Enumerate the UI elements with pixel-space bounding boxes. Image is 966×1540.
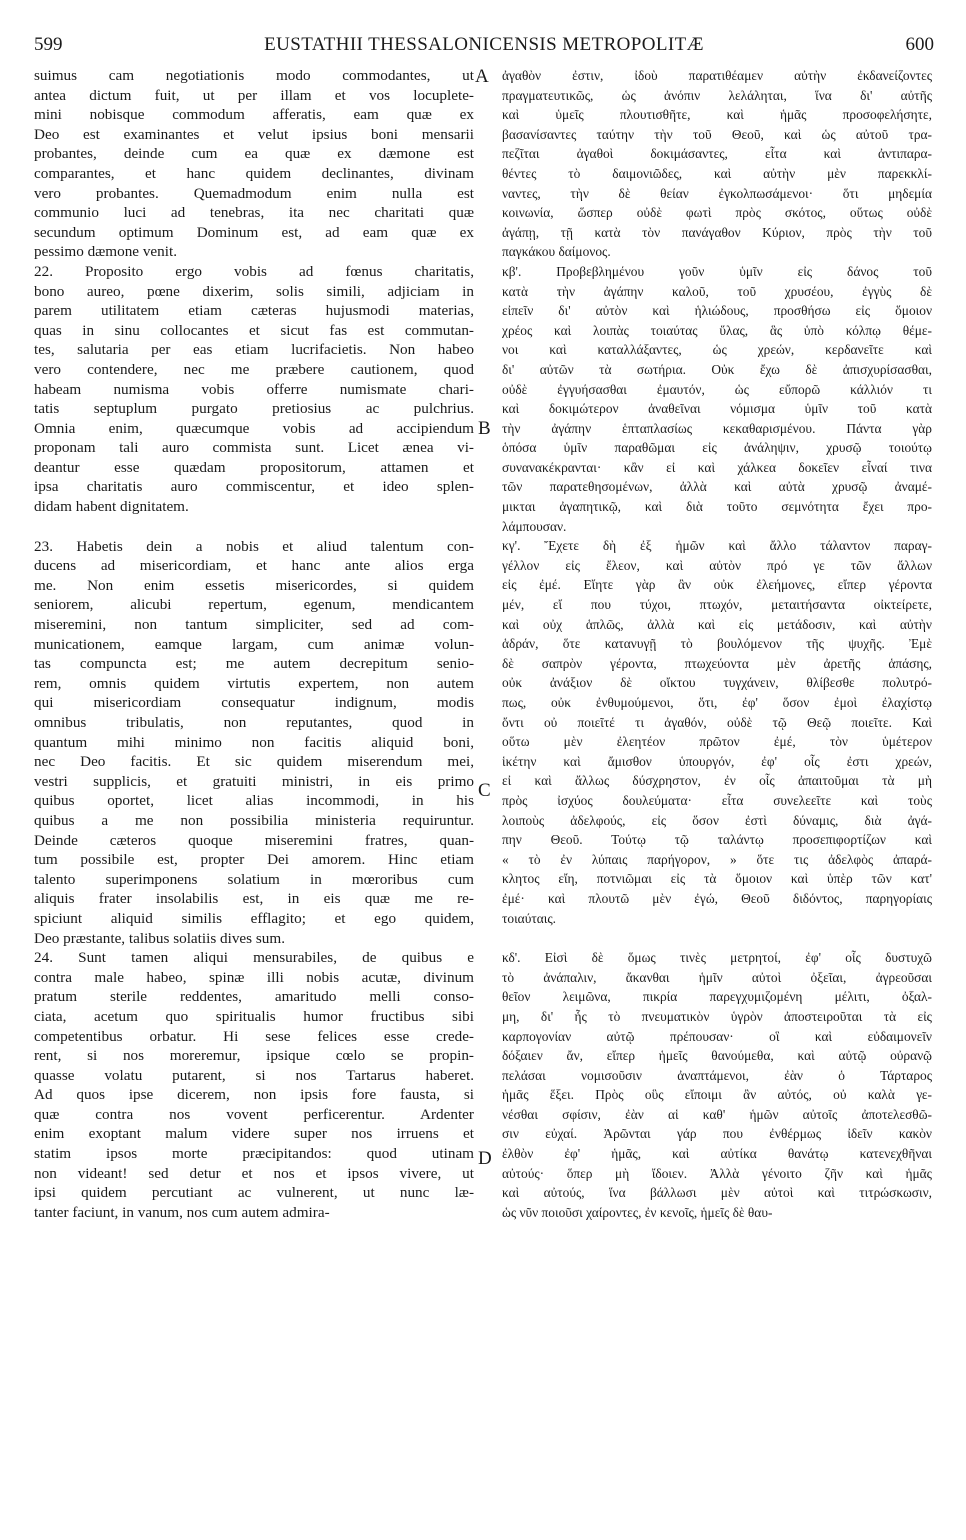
- text-line: proponam tali auro commista sunt. Licet ænea vi-: [34, 439, 474, 457]
- text-line: τὸ ἀνάπαλιν, ἄκανθαι ἡμῖν αὐτοὶ ὀξεῖαι, ἀγρεοῦσαι: [502, 969, 932, 985]
- text-line: misereminі, non tantum simpliciter, sed ad com-: [34, 616, 474, 634]
- text-line: ἐμέ· καὶ πλουτῶ μὲν ἐγώ, Θεοῦ διδόντος, παρηγορίαις: [502, 890, 932, 906]
- text-line: νέσθαι σφίσιν, ἐὰν αἱ καθ' ἡμῶν αὐτοῖς ἀποτελεσθῶ-: [502, 1106, 932, 1122]
- text-line: Deo est examinantes et velut ipsius boni mensarii: [34, 125, 474, 143]
- text-line: εἰς ἐμέ. Εἴητε γὰρ ἂν οὐκ ἐλεήμονες, εἴπερ γέροντα: [502, 577, 932, 593]
- text-line: αὐτούς· ὅπερ μὴ ἴδοιεν. Ἀλλὰ γένοιτο ζῆν καὶ ἡμᾶς: [502, 1165, 932, 1181]
- paragraph-gap: [34, 517, 474, 537]
- text-line: καρπογονίαν αὐτῷ πρέπουσαν· οἳ καὶ εὐδαιμονεῖν: [502, 1028, 932, 1044]
- text-line: competentibus orbatur. Hi sese felices esse crede-: [34, 1027, 474, 1045]
- text-line: ὄντι οὐ ποιεῖτέ τι ἀγαθόν, οὐδὲ τῷ Θεῷ ποιεῖτε. Καὶ: [502, 714, 932, 730]
- page-header: [34, 34, 934, 58]
- text-line: παγκάκου δαίμονος.: [502, 244, 611, 260]
- text-line: talento superimponens solatium in mœroribus cum: [34, 870, 474, 888]
- text-line: συνανακέκρανται· κἂν εἰ καὶ χάλκεα δοκεῖεν εἶναί τινα: [502, 459, 932, 475]
- text-line: quasse volatu putarent, si nos Tartarus haberet.: [34, 1066, 474, 1084]
- text-line: « τὸ ἐν λύπαις παρήγορον, » ὅτε τις ἀδελφὸς ἀπαρά-: [502, 851, 932, 867]
- text-line: βασανίσαντες ταύτην τὴν τοῦ Θεοῦ, καὶ ὡς αὐτοῦ τρα-: [502, 126, 932, 142]
- text-line: tatis septuplum purgato pretiosius ac pulchrius.: [34, 400, 474, 418]
- text-line: τοιαύταις.: [502, 910, 556, 926]
- text-line: bono aureo, pœne dixerim, solis simili, adjiciam in: [34, 282, 474, 300]
- text-line: deantur esse quædam propositorum, attamen et: [34, 458, 474, 476]
- text-line: καὶ ὑμεῖς πλουτισθῆτε, καὶ ἡμᾶς προσοφελήσητε,: [502, 107, 932, 123]
- text-line: οὐκ ἀνάξιον δὲ οἴκτου τυγχάνειν, θλίβεσθε πολυτρό-: [502, 675, 932, 691]
- text-line: quæ contra nos vovent perficerentur. Ardenter: [34, 1105, 474, 1123]
- text-line: θεῖον λειμῶνα, πικρία παρεγχυμιζομένη μέλιτι, ὀξαλ-: [502, 989, 932, 1005]
- text-line: seniorem, alicubi repertum, egenum, mendicantem: [34, 596, 474, 614]
- text-line: nec Deo facitis. Et sic quidem miserendum mei,: [34, 753, 474, 771]
- text-line: λάμπουσαν.: [502, 518, 567, 534]
- text-line: κλητος εἴη, ποτνιῶμαι εἰς τὰ ὅμοιον καὶ ὑπὲρ τῶν κατ': [502, 871, 932, 887]
- text-line: ἱκέτην καὶ ἄμισθον ὑπουργόν, ἐφ' οἷς ἐστι χρεών,: [502, 753, 932, 769]
- text-line: quas in sinu collocantes et sicut fas est commutan-: [34, 321, 474, 339]
- text-line: municationem, eamque largam, cum animæ volun-: [34, 635, 474, 653]
- text-line: statim ipsos morte præcipitandos: quod utinam: [34, 1145, 474, 1163]
- margin-marker-d: D: [478, 1148, 492, 1169]
- text-line: πρὸς ἰσχύος δουλεύματα· εἶτα συνελεεῖτε καὶ τοὺς: [502, 792, 932, 808]
- text-line: non videant! sed detur et nos et ipsos vivere, ut: [34, 1164, 474, 1182]
- latin-column: [34, 66, 474, 1222]
- text-line: Deo præstante, talibus solatiis dives sum.: [34, 929, 285, 947]
- text-line: εἰπεῖν δι' αὐτὸν καὶ ἡλιώδους, προσθήσω εἰς ὅμοιον: [502, 303, 932, 319]
- text-line: didam habent dignitatem.: [34, 498, 189, 516]
- text-line: Ad quos ipse dicerem, non ipsis fore fausta, si: [34, 1086, 474, 1104]
- text-line: ἐλθὸν ἐφ' ἡμᾶς, καὶ αὐτίκα θανάτῳ κατενεχθῆναι: [502, 1146, 932, 1162]
- text-line: δι' αὐτῶν τὰ σωτήρια. Οὐκ ἔχω δὲ ἀπισχυρίσασθαι,: [502, 361, 932, 377]
- text-line: probantes, deinde cum ea quæ ex dæmone est: [34, 145, 474, 163]
- text-line: vero contendere, nec me præbere cautionem, quod: [34, 360, 474, 378]
- text-line: δὲ σαπρὸν γέροντα, πτωχεύοντα μὲν ἀρετῆς ἁπάσης,: [502, 655, 932, 671]
- text-line: qui misericordiam consequatur indignum, modis: [34, 694, 474, 712]
- margin-marker-b: B: [478, 418, 491, 439]
- text-line: omnibus tribulatis, non reputantes, quod in: [34, 714, 474, 731]
- text-line: ducens ad misericordiam, et hanc ante alios erga: [34, 557, 474, 575]
- text-line: τὴν ἀγάπην ἑπταπλασίως κεκαθαρισμένου. Πάντα γὰρ: [502, 420, 932, 436]
- text-line: νοι καὶ καταλλάξαντες, ὡς χρεών, κερδανεῖτε καὶ: [502, 342, 932, 358]
- text-line: suimus cam negotiationis modo commodantes, ut: [34, 67, 474, 84]
- text-line: οὕτω μὲν ἐλεητέον πρῶτον ἐμέ, τὸν ὑμέτερον: [502, 734, 932, 750]
- text-line: ipsi quidem percutiant ac vulnerent, ut nunc læ-: [34, 1184, 474, 1202]
- text-line: ciata, acetum quo spiritualis humor fructibus sibi: [34, 1007, 474, 1025]
- text-line: 22. Proposito ergo vobis ad fœnus charitatis,: [34, 262, 474, 280]
- text-line: quantum mihi minimo non facitis aliquid boni,: [34, 733, 474, 751]
- text-line: tas compuncta est; me autem decrepitum senio-: [34, 655, 474, 673]
- text-line: χρέος καὶ λοιπὰς τοιαύτας ὕλας, ἃς ὑπὸ κόλπῳ θέμε-: [502, 322, 932, 338]
- text-line: ἀγάπῃ, τῇ κατὰ τὸν πανάγαθον Κύριον, πρὸς τὴν τοῦ: [502, 224, 932, 240]
- text-line: κγ'. Ἔχετε δὴ ἐξ ἡμῶν καὶ ἄλλο τάλαντον παραγ-: [502, 538, 932, 554]
- text-line: rent, si nos moreremur, ipsique cœlo se propin-: [34, 1047, 474, 1065]
- text-line: ὁπόσα ὑμῖν παραθῶμαι εἰς ἀνάληψιν, χρυσῷ τοιούτῳ: [502, 440, 932, 456]
- text-line: γέλλον εἰς ἔλεον, καὶ αὐτὸν πρό γε τῶν ἄλλων: [502, 557, 932, 573]
- text-line: tes, salutaria per eas etiam lucrifacietis. Non habeo: [34, 341, 474, 359]
- text-line: enim exoptant malum videre super nos irruens et: [34, 1125, 474, 1143]
- text-line: ναντες, τὴν δὲ θείαν ἐγκολπωσάμενοι· ὅτι μηδεμία: [502, 185, 932, 201]
- text-line: tum possibile est, propter Dei amorem. Hinc etiam: [34, 851, 474, 869]
- text-line: comparantes, et hanc quidem declinantes, divinam: [34, 164, 474, 182]
- text-line: antea dictum fuit, ut per illam et vos locuplete-: [34, 86, 474, 104]
- text-line: λοιποὺς ἀδελφούς, εἰς ὅσον ἐστὶ δύναμις, διὰ ἀγά-: [502, 812, 932, 828]
- text-line: quibus a me non possibilia ministeria requiruntur.: [34, 811, 474, 829]
- text-line: parem utilitatem etiam cæteras hujusmodi materias,: [34, 302, 474, 320]
- text-line: σιν εὐχαί. Ἀρῶνται γάρ που ἐνθέρμως ἰδεῖν κακὸν: [502, 1126, 932, 1142]
- text-line: πην Θεοῦ. Τούτῳ τῷ ταλάντῳ προσεπιφορτίζων καὶ: [502, 832, 932, 848]
- margin-marker-c: C: [478, 780, 491, 801]
- text-line: rem, omnis quidem virtutis expertem, non autem: [34, 674, 474, 692]
- text-line: ἡμᾶς ἕξει. Πρὸς οὓς εἴποιμι ἂν αὐτός, οὐ καλὰ γε-: [502, 1087, 932, 1103]
- text-line: ὡς νῦν ποιοῦσι χαίροντες, ἐν κενοῖς, ἡμεῖς δὲ θαυ-: [502, 1204, 773, 1220]
- paragraph-gap: [502, 928, 932, 948]
- text-line: contra male habeo, spinæ illi nobis acutæ, divinum: [34, 968, 474, 986]
- text-line: θέντες τὸ δαιμονιῶδες, καὶ αὐτὴν μὲν παρεκκλί-: [502, 165, 932, 181]
- text-line: aliquis frater insolabilis est, in eis quæ me re-: [34, 890, 474, 908]
- text-line: τῶν παρατεθησομένων, ἀλλὰ καὶ αὐτὰ χρυσῷ ἀναμέ-: [502, 479, 932, 495]
- text-line: μη, δι' ἧς τὸ πνευματικὸν ὑγρὸν ἀποστειροῦται τὰ εἰς: [502, 1008, 932, 1024]
- text-line: πως, οὐκ ἐνθυμούμενοι, ὅτι, ἐφ' ὅσον ἐμοὶ ἐλαχίστῳ: [502, 695, 932, 710]
- text-line: κατὰ τὴν ἀγάπην καλοῦ, τοῦ χρυσέου, ἐγγὺς δὲ: [502, 283, 932, 299]
- text-line: me. Non enim essetis misericordes, si quidem: [34, 576, 474, 594]
- text-line: Omnia enim, quæcumque vobis ad accipiendum: [34, 419, 474, 437]
- text-line: mini nobisque commodum afferatis, eam quæ ex: [34, 106, 474, 124]
- text-line: Deinde cæteros quoque misereminі fratres, quan-: [34, 831, 474, 849]
- text-line: καὶ δοκιμώτερον ἀναθεῖναι νόμισμα ὑμῖν τοῦ κατὰ: [502, 401, 932, 417]
- greek-column: [502, 66, 932, 1222]
- text-line: habeam numisma vobis offerre numismate chari-: [34, 380, 474, 398]
- text-line: spiciunt aliquid similis efflagito; et ego quidem,: [34, 909, 474, 927]
- text-line: πραγματευτικῶς, ὡς ἀνόπιν λελάληται, ἵνα δι' αὐτῆς: [502, 87, 932, 103]
- text-line: μέν, εἴ που τύχοι, πτωχόν, μεταιτήσαντα οἰκτείρετε,: [502, 597, 932, 613]
- text-line: δόξαιεν ἄν, εἴπερ ἡμεῖς θανούμεθα, καὶ αὐτῷ οὐρανῷ: [502, 1048, 932, 1064]
- text-line: 23. Habetis dein a nobis et aliud talentum con-: [34, 537, 474, 555]
- text-line: κδ'. Εἰσὶ δὲ ὅμως τινὲς μετρητοί, ἐφ' οἷς δυστυχῶ: [502, 950, 932, 966]
- margin-marker-a: A: [475, 66, 489, 87]
- text-line: πεζῖται ἀγαθοὶ δοκιμάσαντες, εἶτα καὶ ἀντιπαρα-: [502, 146, 932, 162]
- text-line: ἁδράν, ὅτε κατανυγῇ τὸ βουλόμενον τῆς ψυχῆς. Ἐμὲ: [502, 636, 932, 652]
- running-title: EUSTATHII THESSALONICENSIS METROPOLITÆ: [264, 34, 704, 55]
- text-line: ἀγαθὸν ἐστιν, ἰδοὺ παρατιθέαμεν αὐτὴν ἐκδανείζοντες: [502, 68, 932, 83]
- text-line: communio luci ad tenebras, ita nec charitati quæ: [34, 204, 474, 222]
- text-line: 24. Sunt tamen aliqui mensurabiles, de quibus e: [34, 949, 474, 967]
- text-line: εἰ καὶ ἄλλως δύσχρηστον, ἐν οἷς ἀπαιτοῦμαι τὰ μὴ: [502, 773, 932, 789]
- text-line: πελάσαι νομισοῦσιν ἀναπτάμενοι, ἐὰν ὁ Τάρταρος: [502, 1067, 932, 1083]
- text-line: μικται ἀγαπητικῷ, καὶ διὰ τοῦτο σεμνότητα ἔχει προ-: [502, 499, 932, 515]
- text-line: καὶ αὐτούς, ἵνα βάλλωσι μὲν αὐτοὶ καὶ τιτρώσκωσιν,: [502, 1185, 932, 1201]
- text-line: vestri supplicis, et gratuiti ministri, in eis primo: [34, 772, 474, 790]
- page-number-left: 599: [34, 34, 63, 55]
- text-line: οὐδὲ ἐγγυήσασθαι ἐμαυτόν, ὡς εὔπορῶ κάλλιόν τι: [502, 381, 932, 397]
- text-line: pessimo dæmone venit.: [34, 243, 178, 261]
- text-line: ipsa charitatis auro commiscentur, et ideo splen-: [34, 478, 474, 496]
- text-line: κοινωνία, ὥσπερ οὐδὲ φωτὶ πρὸς σκότος, οὕτως οὐδὲ: [502, 205, 932, 221]
- page-number-right: 600: [905, 34, 934, 55]
- text-line: pratum sterile reddentes, amaritudo melli conso-: [34, 988, 474, 1006]
- text-line: secundum optimum Dominum est, ad eam quæ ex: [34, 223, 474, 241]
- text-line: vero probantes. Quemadmodum enim nulla est: [34, 184, 474, 202]
- text-line: tanter faciunt, in vanum, nos cum autem admira-: [34, 1203, 330, 1221]
- text-line: κβ'. Προβεβλημένου γοῦν ὑμῖν εἰς δάνος τοῦ: [502, 263, 932, 279]
- text-line: quibus oportet, licet alias incommodi, in his: [34, 792, 474, 810]
- text-line: καὶ οὐχ ἁπλῶς, ἀλλὰ καὶ εἰς μετάδοσιν, καὶ αὐτὴν: [502, 616, 932, 632]
